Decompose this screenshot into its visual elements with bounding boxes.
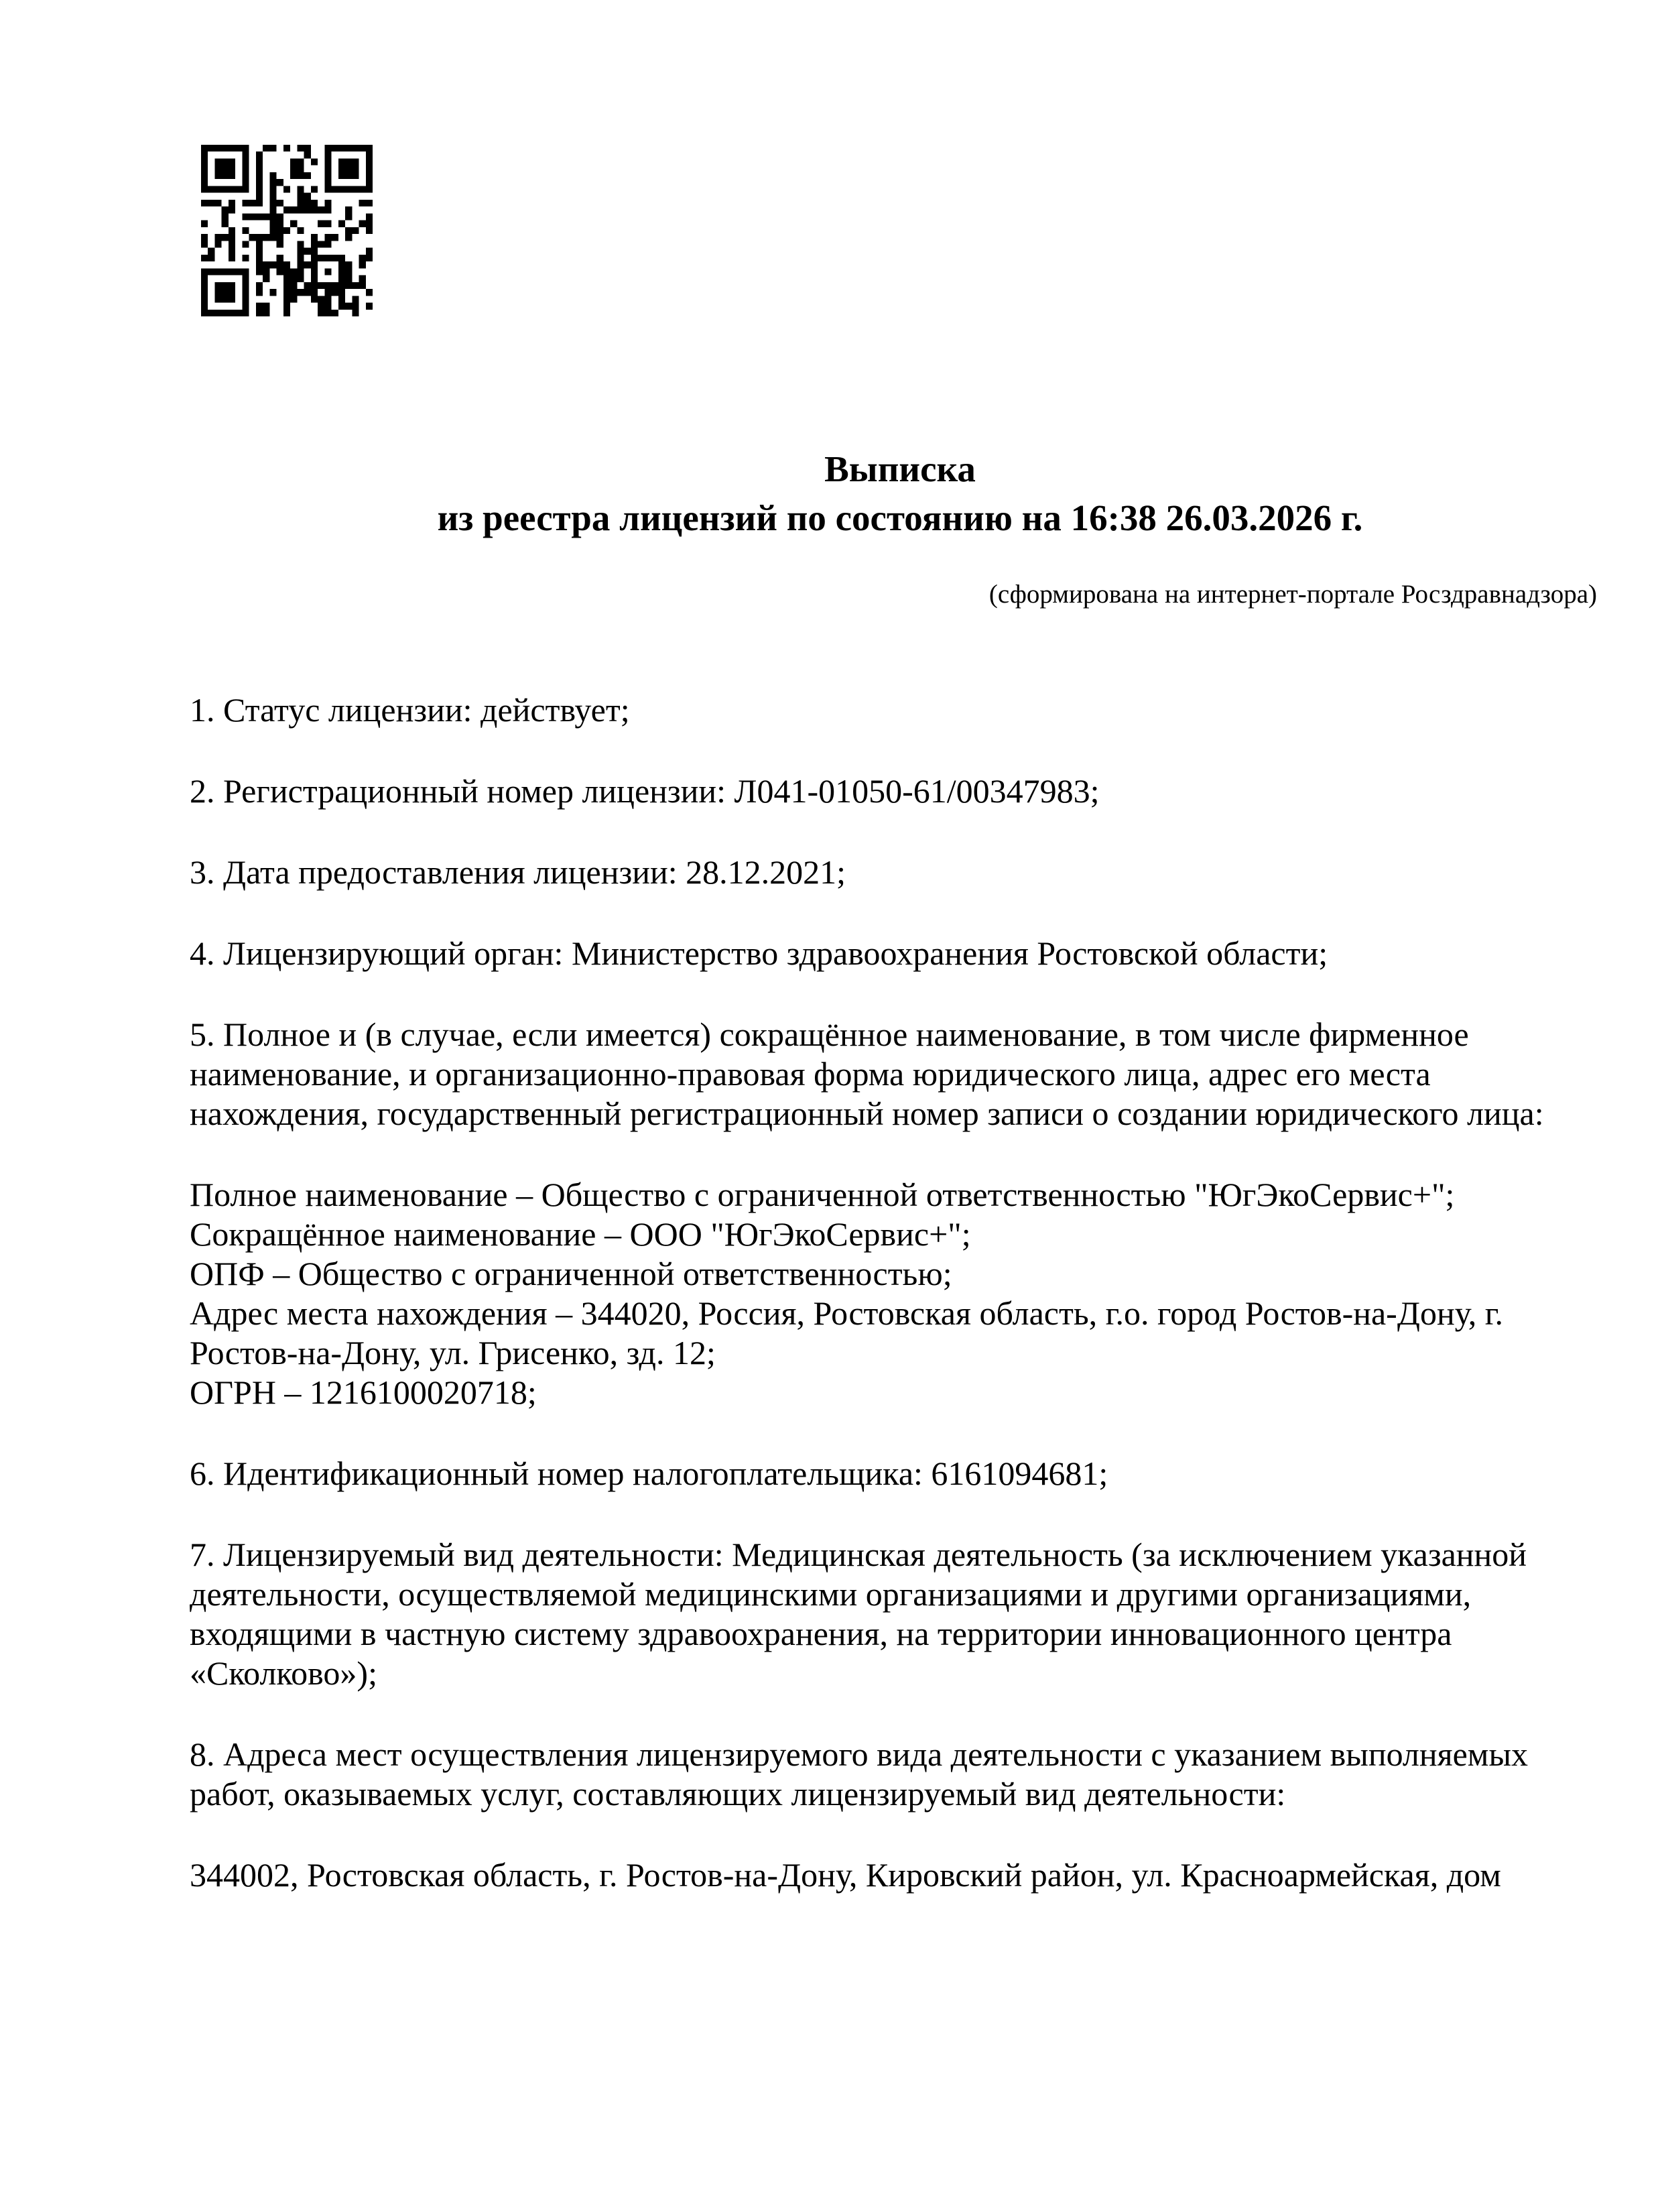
text-line: Адрес места нахождения – 344020, Россия, Ростовская область, г.о. город Ростов-на-Дону, г. [190, 1294, 1504, 1332]
paragraph [190, 1855, 1637, 1895]
paragraph [190, 772, 1637, 811]
document-subtitle: (сформирована на интернет-портале Росздравнадзора) [988, 580, 1597, 609]
text-line: 6. Идентификационный номер налогоплательщика: 6161094681; [190, 1455, 1108, 1492]
title-line-1: Выписка [824, 448, 976, 489]
text-line: Ростов-на-Дону, ул. Грисенко, зд. 12; [190, 1334, 716, 1371]
text-line: деятельности, осуществляемой медицинскими организациями и другими организациями, [190, 1575, 1472, 1613]
paragraph [190, 1015, 1637, 1133]
text-line: 344002, Ростовская область, г. Ростов-на-Дону, Кировский район, ул. Красноармейская, дом [190, 1856, 1501, 1894]
paragraph [190, 1735, 1637, 1814]
paragraph [190, 1454, 1637, 1493]
text-line: ОГРН – 1216100020718; [190, 1373, 537, 1411]
text-line: нахождения, государственный регистрационный номер записи о создании юридического лица: [190, 1095, 1544, 1132]
paragraph [190, 853, 1637, 892]
text-line: Сокращённое наименование – ООО "ЮгЭкоСервис+"; [190, 1215, 971, 1253]
paragraph [190, 934, 1637, 973]
text-line: 7. Лицензируемый вид деятельности: Медицинская деятельность (за исключением указанной [190, 1536, 1527, 1573]
text-line: ОПФ – Общество с ограниченной ответственностью; [190, 1255, 952, 1292]
document-body [190, 690, 1637, 1895]
text-line: 1. Статус лицензии: действует; [190, 691, 630, 729]
text-line: 2. Регистрационный номер лицензии: Л041-01050-61/00347983; [190, 772, 1100, 810]
text-line: 5. Полное и (в случае, если имеется) сокращённое наименование, в том числе фирменное [190, 1016, 1469, 1053]
paragraph [190, 1535, 1637, 1693]
text-line: Полное наименование – Общество с ограниченной ответственностью "ЮгЭкоСервис+"; [190, 1176, 1455, 1213]
paragraph [190, 1175, 1637, 1412]
document-title [190, 444, 1610, 542]
title-line-2: из реестра лицензий по состоянию на 16:38 26.03.2026 г. [437, 497, 1363, 538]
text-line: «Сколково»); [190, 1654, 377, 1692]
text-line: 8. Адреса мест осуществления лицензируемого вида деятельности с указанием выполняемых [190, 1735, 1529, 1773]
paragraph [190, 690, 1637, 730]
text-line: 3. Дата предоставления лицензии: 28.12.2021; [190, 853, 846, 891]
text-line: входящими в частную систему здравоохранения, на территории инновационного центра [190, 1615, 1452, 1652]
text-line: 4. Лицензирующий орган: Министерство здравоохранения Ростовской области; [190, 934, 1328, 972]
qr-code [201, 145, 373, 316]
text-line: работ, оказываемых услуг, составляющих лицензируемый вид деятельности: [190, 1775, 1286, 1812]
text-line: наименование, и организационно-правовая форма юридического лица, адрес его места [190, 1055, 1431, 1093]
